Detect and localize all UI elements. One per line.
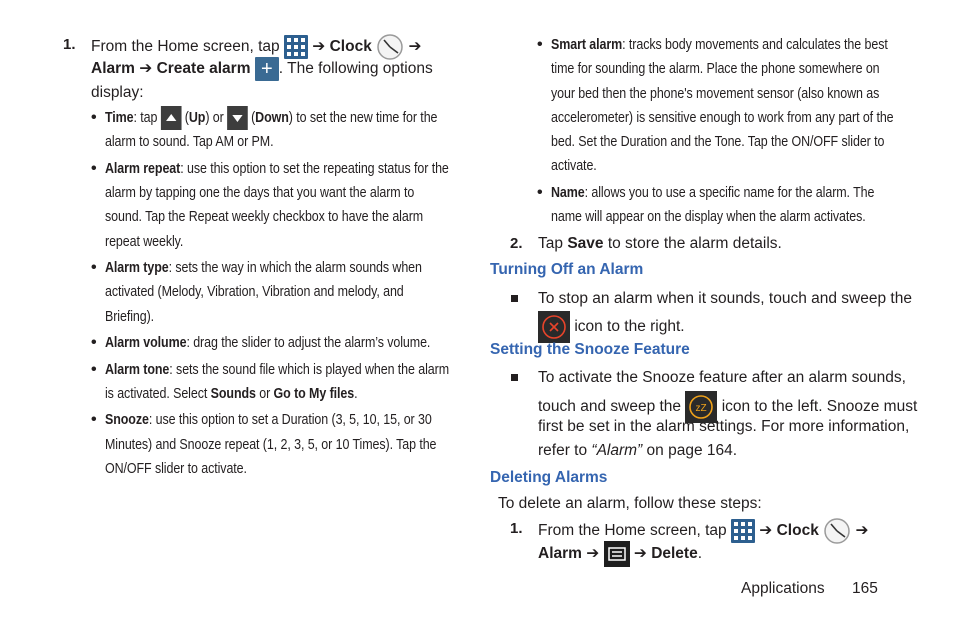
bullet-dot: •	[91, 361, 97, 378]
bullet-dot: •	[91, 411, 97, 428]
time-line-1	[105, 106, 437, 130]
snooze-feature-line-1: To activate the Snooze feature after an alarm sounds,	[538, 369, 906, 386]
bullet-label: Smart alarm	[551, 37, 623, 53]
create-alarm-label: Create alarm	[156, 60, 251, 78]
svg-text:zZ: zZ	[695, 403, 707, 414]
smart-alarm-line-4: accelerometer) is sensitive enough to work from any part of the	[551, 110, 894, 126]
alarm-type-line-1	[105, 256, 422, 280]
step-text: Tap	[538, 235, 563, 252]
deleting-intro: To delete an alarm, follow these steps:	[498, 495, 762, 512]
alarm-type-line-2: activated (Melody, Vibration, Vibration and melody, and	[105, 284, 404, 300]
bullet-text: : drag the slider to adjust the alarm’s volume.	[186, 335, 431, 351]
arrow-icon: ➔	[759, 522, 773, 540]
smart-alarm-line-3: your bed then the phone's movement sensor (also known as	[551, 86, 880, 102]
alarm-label: Alarm	[91, 60, 135, 78]
footer-section: Applications	[741, 580, 825, 597]
delete-label: Delete	[651, 545, 698, 563]
sounds-label: Sounds	[210, 386, 256, 402]
clock-icon	[823, 517, 851, 545]
item-text: refer to	[538, 442, 588, 459]
snooze-feature-line-4	[538, 439, 737, 463]
step-text: From the Home screen, tap	[538, 522, 727, 540]
name-line-2: name will appear on the display when the alarm activates.	[551, 209, 866, 225]
step-number: 1.	[63, 36, 76, 53]
heading-turning-off: Turning Off an Alarm	[490, 261, 644, 278]
bullet-text: : sets the way in which the alarm sounds when	[168, 260, 422, 276]
bullet-text: is activated. Select	[105, 386, 208, 402]
bullet-label: Alarm type	[105, 260, 169, 276]
bullet-text: or	[259, 386, 271, 402]
alarm-repeat-line-3: sound. Tap the Repeat weekly checkbox to have the alarm	[105, 209, 424, 225]
page-number: 165	[852, 580, 878, 597]
bullet-text: : use this option to set a Duration (3, 5, 10, 15, or 30	[148, 412, 432, 428]
square-bullet	[511, 295, 518, 302]
down-arrow-icon	[227, 106, 248, 130]
item-text: touch and sweep the	[538, 398, 682, 416]
bullet-text: : use this option to set the repeating status for the	[180, 161, 449, 177]
snooze-line-2: Minutes) and Snooze repeat (1, 2, 3, 5, or 10 Times). Tap the	[105, 437, 437, 453]
go-to-my-files-label: Go to My files	[273, 386, 355, 402]
arrow-icon: ➔	[312, 38, 326, 56]
bullet-text: .	[354, 386, 358, 402]
bullet-dot: •	[91, 334, 97, 351]
bullet-text: (	[184, 110, 189, 126]
heading-snooze: Setting the Snooze Feature	[490, 341, 690, 358]
bullet-text: ) or	[205, 110, 224, 126]
alarm-tone-line-1	[105, 358, 449, 382]
clock-label: Clock	[329, 38, 372, 56]
arrow-icon: ➔	[139, 60, 153, 78]
bullet-label: Alarm volume	[105, 335, 187, 351]
bullet-text: : tap	[133, 110, 158, 126]
clock-label: Clock	[776, 522, 819, 540]
bullet-label: Snooze	[105, 412, 149, 428]
bullet-dot: •	[91, 259, 97, 276]
bullet-label: Alarm tone	[105, 362, 170, 378]
apps-icon	[731, 519, 755, 543]
item-text: icon to the left. Snooze must	[721, 398, 918, 416]
snooze-line-3: ON/OFF slider to activate.	[105, 461, 247, 477]
bullet-text: : allows you to use a specific name for the alarm. The	[584, 185, 875, 201]
smart-alarm-line-2: time for sounding the alarm. Place the phone somewhere on	[551, 61, 880, 77]
deleting-line-2	[538, 541, 702, 567]
bullet-dot: •	[537, 36, 543, 53]
step-2-line	[538, 232, 782, 256]
bullet-dot: •	[537, 184, 543, 201]
smart-alarm-line-6: activate.	[551, 158, 597, 174]
snooze-line-1	[105, 408, 432, 432]
step-number: 2.	[510, 235, 523, 252]
apps-icon	[284, 35, 308, 59]
bullet-text: (	[251, 110, 256, 126]
bullet-text: ) to set the new time for the	[288, 110, 438, 126]
bullet-label: Name	[551, 185, 585, 201]
alarm-tone-line-2	[105, 382, 358, 406]
step-1-line-2	[91, 57, 433, 81]
step-1-line-3: display:	[91, 84, 144, 101]
snooze-feature-line-3: first be set in the alarm settings. For more information,	[538, 418, 910, 435]
alarm-label: Alarm	[538, 545, 582, 563]
time-line-2: alarm to sound. Tap AM or PM.	[105, 134, 274, 150]
up-label: Up	[188, 110, 206, 126]
smart-alarm-line-5: bed. Set the Duration and the Tone. Tap the ON/OFF slider to	[551, 134, 885, 150]
bullet-label: Alarm repeat	[105, 161, 181, 177]
plus-icon: +	[255, 57, 279, 81]
bullet-text: : sets the sound file which is played when the alarm	[169, 362, 450, 378]
cross-reference: “Alarm”	[591, 442, 643, 459]
arrow-icon: ➔	[855, 522, 869, 540]
save-label: Save	[567, 235, 604, 252]
heading-deleting: Deleting Alarms	[490, 469, 608, 486]
bullet-text: : tracks body movements and calculates the best	[622, 37, 888, 53]
alarm-type-line-3: Briefing).	[105, 309, 155, 325]
step-text: .	[697, 545, 703, 563]
bullet-dot: •	[91, 160, 97, 177]
turning-off-line-1: To stop an alarm when it sounds, touch and sweep the	[538, 290, 912, 307]
square-bullet	[511, 374, 518, 381]
alarm-repeat-line-4: repeat weekly.	[105, 234, 184, 250]
arrow-icon: ➔	[586, 545, 600, 563]
item-text: on page 164.	[646, 442, 738, 459]
alarm-repeat-line-1	[105, 157, 449, 181]
down-label: Down	[255, 110, 289, 126]
arrow-icon: ➔	[633, 545, 647, 563]
bullet-dot: •	[91, 109, 97, 126]
alarm-repeat-line-2: alarm by tapping one the days that you want the alarm to	[105, 185, 415, 201]
item-text: icon to the right.	[574, 318, 685, 336]
step-text: to store the alarm details.	[607, 235, 782, 252]
arrow-icon: ➔	[408, 38, 422, 56]
step-text: . The following options	[278, 60, 433, 78]
step-number: 1.	[510, 520, 523, 537]
name-line-1	[551, 181, 874, 205]
up-arrow-icon	[161, 106, 182, 130]
alarm-volume-line-1	[105, 331, 430, 355]
smart-alarm-line-1	[551, 33, 888, 57]
menu-icon	[604, 541, 630, 567]
step-text: From the Home screen, tap	[91, 38, 280, 56]
bullet-label: Time	[105, 110, 134, 126]
